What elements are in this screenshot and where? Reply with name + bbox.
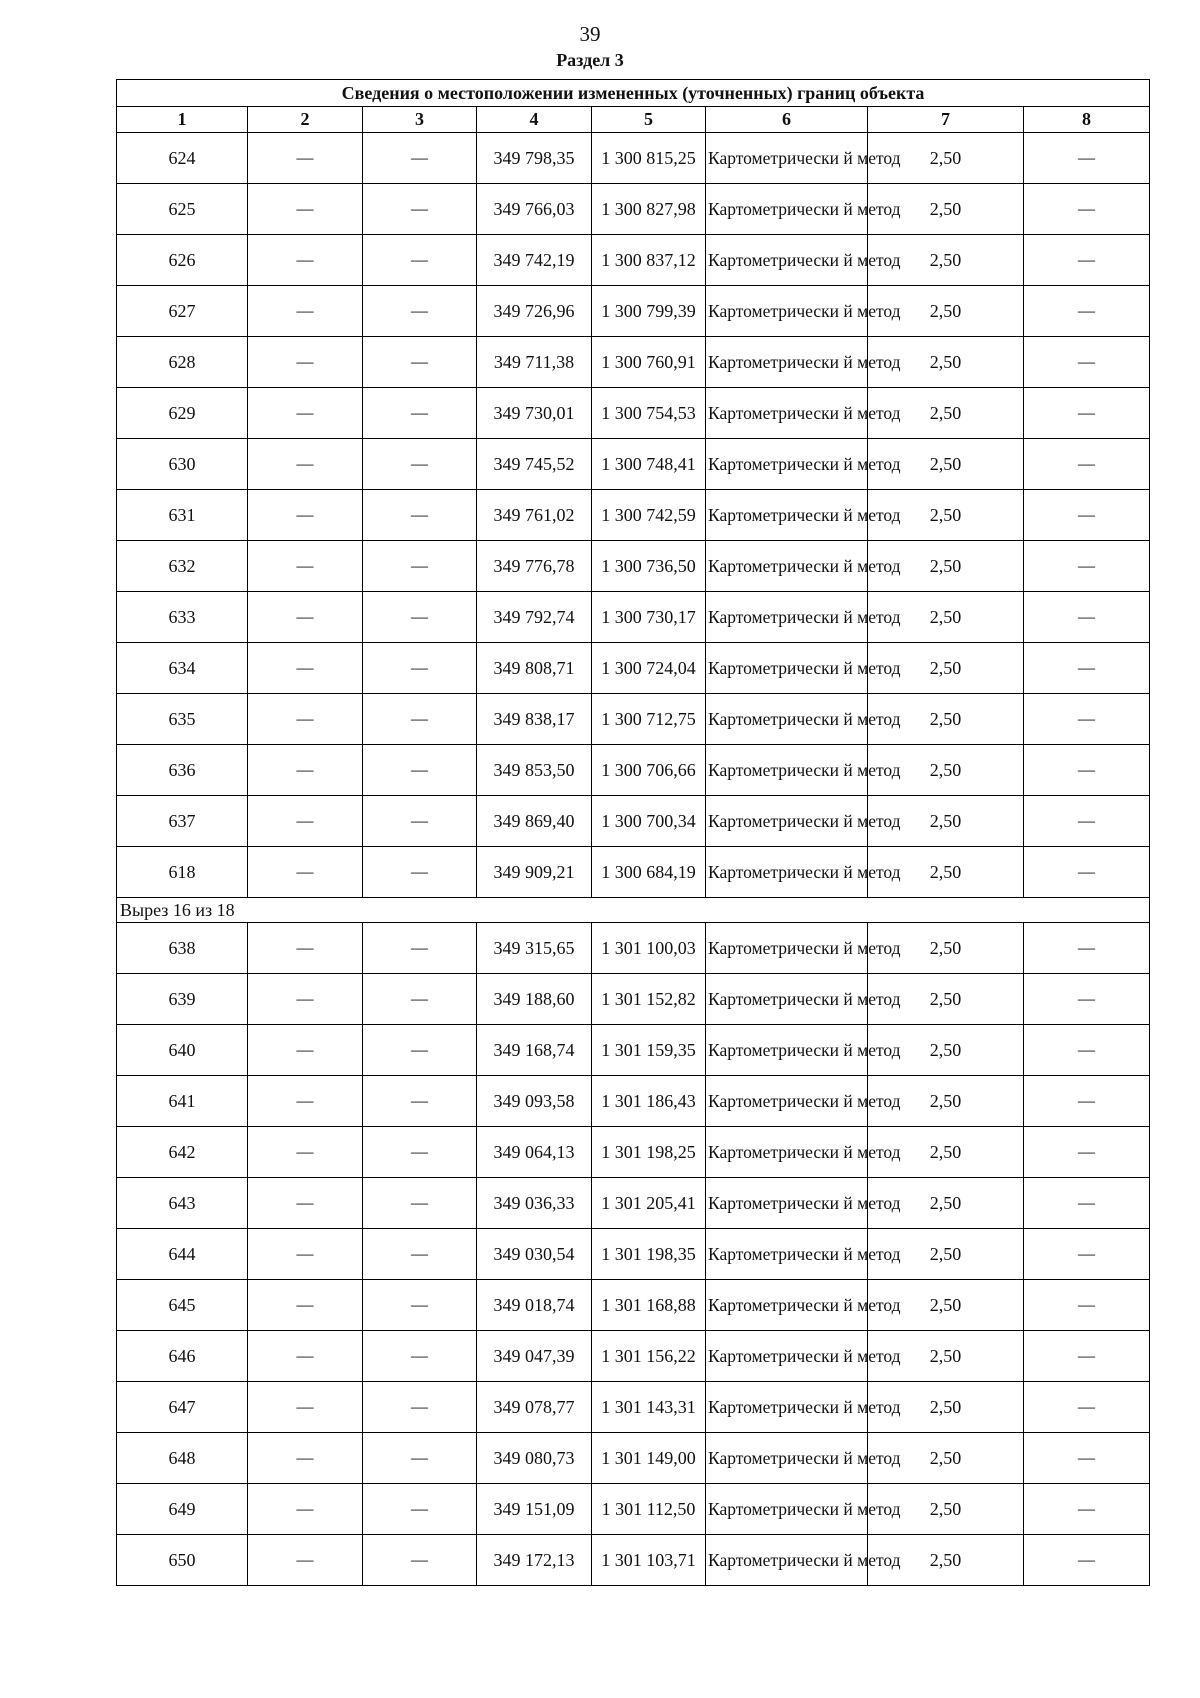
accuracy-cell: 2,50 xyxy=(868,541,1024,592)
col2-cell: — xyxy=(248,923,363,974)
col2-cell: — xyxy=(248,1280,363,1331)
y-coordinate-cell: 1 300 837,12 xyxy=(592,235,706,286)
col8-cell: — xyxy=(1024,592,1150,643)
x-coordinate-cell: 349 080,73 xyxy=(477,1433,592,1484)
method-cell: Картометрически й метод xyxy=(706,694,868,745)
col2-cell: — xyxy=(248,490,363,541)
method-cell: Картометрически й метод xyxy=(706,1025,868,1076)
x-coordinate-cell: 349 766,03 xyxy=(477,184,592,235)
accuracy-cell: 2,50 xyxy=(868,439,1024,490)
x-coordinate-cell: 349 018,74 xyxy=(477,1280,592,1331)
table-row xyxy=(117,1127,1150,1178)
accuracy-cell: 2,50 xyxy=(868,235,1024,286)
table-row xyxy=(117,1178,1150,1229)
y-coordinate-cell: 1 300 754,53 xyxy=(592,388,706,439)
x-coordinate-cell: 349 838,17 xyxy=(477,694,592,745)
point-number-cell: 632 xyxy=(117,541,248,592)
col8-cell: — xyxy=(1024,1280,1150,1331)
col3-cell: — xyxy=(363,1127,477,1178)
method-cell: Картометрически й метод xyxy=(706,1280,868,1331)
y-coordinate-cell: 1 300 724,04 xyxy=(592,643,706,694)
method-cell: Картометрически й метод xyxy=(706,592,868,643)
x-coordinate-cell: 349 808,71 xyxy=(477,643,592,694)
point-number-cell: 641 xyxy=(117,1076,248,1127)
point-number-cell: 618 xyxy=(117,847,248,898)
accuracy-cell: 2,50 xyxy=(868,1127,1024,1178)
col2-cell: — xyxy=(248,1178,363,1229)
x-coordinate-cell: 349 798,35 xyxy=(477,133,592,184)
point-number-cell: 645 xyxy=(117,1280,248,1331)
point-number-cell: 628 xyxy=(117,337,248,388)
accuracy-cell: 2,50 xyxy=(868,1331,1024,1382)
table-row xyxy=(117,694,1150,745)
method-cell: Картометрически й метод xyxy=(706,1382,868,1433)
col3-cell: — xyxy=(363,235,477,286)
point-number-cell: 646 xyxy=(117,1331,248,1382)
y-coordinate-cell: 1 301 152,82 xyxy=(592,974,706,1025)
col8-cell: — xyxy=(1024,541,1150,592)
col3-cell: — xyxy=(363,490,477,541)
col8-cell: — xyxy=(1024,1331,1150,1382)
col2-cell: — xyxy=(248,745,363,796)
col2-cell: — xyxy=(248,1484,363,1535)
col2-cell: — xyxy=(248,643,363,694)
point-number-cell: 626 xyxy=(117,235,248,286)
method-cell: Картометрически й метод xyxy=(706,388,868,439)
x-coordinate-cell: 349 730,01 xyxy=(477,388,592,439)
table-row xyxy=(117,1025,1150,1076)
method-cell: Картометрически й метод xyxy=(706,796,868,847)
table-row xyxy=(117,847,1150,898)
col8-cell: — xyxy=(1024,133,1150,184)
col2-cell: — xyxy=(248,439,363,490)
col2-cell: — xyxy=(248,592,363,643)
y-coordinate-cell: 1 300 815,25 xyxy=(592,133,706,184)
table-row xyxy=(117,439,1150,490)
col8-cell: — xyxy=(1024,1025,1150,1076)
accuracy-cell: 2,50 xyxy=(868,1229,1024,1280)
table-row xyxy=(117,974,1150,1025)
method-cell: Картометрически й метод xyxy=(706,133,868,184)
table-row xyxy=(117,286,1150,337)
table-row xyxy=(117,541,1150,592)
col3-cell: — xyxy=(363,1484,477,1535)
page-number: 39 xyxy=(579,22,601,46)
col8-cell: — xyxy=(1024,1229,1150,1280)
col3-cell: — xyxy=(363,286,477,337)
accuracy-cell: 2,50 xyxy=(868,1076,1024,1127)
y-coordinate-cell: 1 300 760,91 xyxy=(592,337,706,388)
y-coordinate-cell: 1 301 186,43 xyxy=(592,1076,706,1127)
col8-cell: — xyxy=(1024,847,1150,898)
point-number-cell: 638 xyxy=(117,923,248,974)
col2-cell: — xyxy=(248,847,363,898)
method-cell: Картометрически й метод xyxy=(706,439,868,490)
table-row xyxy=(117,1280,1150,1331)
x-coordinate-cell: 349 869,40 xyxy=(477,796,592,847)
x-coordinate-cell: 349 036,33 xyxy=(477,1178,592,1229)
col8-cell: — xyxy=(1024,286,1150,337)
col3-cell: — xyxy=(363,694,477,745)
col3-cell: — xyxy=(363,923,477,974)
table-row xyxy=(117,1382,1150,1433)
x-coordinate-cell: 349 726,96 xyxy=(477,286,592,337)
table-row xyxy=(117,796,1150,847)
cutout-subheading: Вырез 16 из 18 xyxy=(117,898,1150,923)
col3-cell: — xyxy=(363,388,477,439)
x-coordinate-cell: 349 776,78 xyxy=(477,541,592,592)
col2-cell: — xyxy=(248,1025,363,1076)
column-number-row xyxy=(117,107,1150,133)
point-number-cell: 647 xyxy=(117,1382,248,1433)
col8-cell: — xyxy=(1024,388,1150,439)
col8-cell: — xyxy=(1024,923,1150,974)
col8-cell: — xyxy=(1024,1178,1150,1229)
y-coordinate-cell: 1 300 799,39 xyxy=(592,286,706,337)
col3-cell: — xyxy=(363,1076,477,1127)
col3-cell: — xyxy=(363,796,477,847)
point-number-cell: 633 xyxy=(117,592,248,643)
accuracy-cell: 2,50 xyxy=(868,286,1024,337)
method-cell: Картометрически й метод xyxy=(706,923,868,974)
col3-cell: — xyxy=(363,184,477,235)
col2-cell: — xyxy=(248,1127,363,1178)
col8-cell: — xyxy=(1024,1535,1150,1586)
x-coordinate-cell: 349 030,54 xyxy=(477,1229,592,1280)
accuracy-cell: 2,50 xyxy=(868,184,1024,235)
x-coordinate-cell: 349 093,58 xyxy=(477,1076,592,1127)
col3-cell: — xyxy=(363,541,477,592)
y-coordinate-cell: 1 300 684,19 xyxy=(592,847,706,898)
col8-cell: — xyxy=(1024,1433,1150,1484)
col2-cell: — xyxy=(248,541,363,592)
y-coordinate-cell: 1 300 742,59 xyxy=(592,490,706,541)
table-row xyxy=(117,643,1150,694)
point-number-cell: 629 xyxy=(117,388,248,439)
col3-cell: — xyxy=(363,133,477,184)
method-cell: Картометрически й метод xyxy=(706,745,868,796)
accuracy-cell: 2,50 xyxy=(868,592,1024,643)
method-cell: Картометрически й метод xyxy=(706,286,868,337)
point-number-cell: 625 xyxy=(117,184,248,235)
accuracy-cell: 2,50 xyxy=(868,643,1024,694)
col2-cell: — xyxy=(248,1382,363,1433)
point-number-cell: 637 xyxy=(117,796,248,847)
point-number-cell: 630 xyxy=(117,439,248,490)
method-cell: Картометрически й метод xyxy=(706,974,868,1025)
column-number: 6 xyxy=(706,107,868,133)
column-number: 3 xyxy=(363,107,477,133)
col8-cell: — xyxy=(1024,184,1150,235)
x-coordinate-cell: 349 172,13 xyxy=(477,1535,592,1586)
point-number-cell: 627 xyxy=(117,286,248,337)
table-row xyxy=(117,1433,1150,1484)
x-coordinate-cell: 349 742,19 xyxy=(477,235,592,286)
y-coordinate-cell: 1 301 100,03 xyxy=(592,923,706,974)
table-row xyxy=(117,184,1150,235)
x-coordinate-cell: 349 315,65 xyxy=(477,923,592,974)
accuracy-cell: 2,50 xyxy=(868,974,1024,1025)
table-body-group-2 xyxy=(117,923,1150,1586)
col3-cell: — xyxy=(363,1535,477,1586)
column-number: 1 xyxy=(117,107,248,133)
method-cell: Картометрически й метод xyxy=(706,1178,868,1229)
col3-cell: — xyxy=(363,1331,477,1382)
point-number-cell: 640 xyxy=(117,1025,248,1076)
col3-cell: — xyxy=(363,745,477,796)
x-coordinate-cell: 349 151,09 xyxy=(477,1484,592,1535)
col3-cell: — xyxy=(363,847,477,898)
table-row xyxy=(117,592,1150,643)
y-coordinate-cell: 1 301 168,88 xyxy=(592,1280,706,1331)
accuracy-cell: 2,50 xyxy=(868,1433,1024,1484)
col8-cell: — xyxy=(1024,1076,1150,1127)
table-row xyxy=(117,388,1150,439)
y-coordinate-cell: 1 301 149,00 xyxy=(592,1433,706,1484)
col8-cell: — xyxy=(1024,796,1150,847)
y-coordinate-cell: 1 301 159,35 xyxy=(592,1025,706,1076)
method-cell: Картометрически й метод xyxy=(706,1229,868,1280)
point-number-cell: 650 xyxy=(117,1535,248,1586)
method-cell: Картометрически й метод xyxy=(706,1331,868,1382)
method-cell: Картометрически й метод xyxy=(706,643,868,694)
method-cell: Картометрически й метод xyxy=(706,184,868,235)
accuracy-cell: 2,50 xyxy=(868,1484,1024,1535)
method-cell: Картометрически й метод xyxy=(706,1127,868,1178)
y-coordinate-cell: 1 301 198,35 xyxy=(592,1229,706,1280)
col8-cell: — xyxy=(1024,439,1150,490)
accuracy-cell: 2,50 xyxy=(868,923,1024,974)
col3-cell: — xyxy=(363,337,477,388)
col3-cell: — xyxy=(363,592,477,643)
column-number: 5 xyxy=(592,107,706,133)
col8-cell: — xyxy=(1024,490,1150,541)
point-number-cell: 639 xyxy=(117,974,248,1025)
point-number-cell: 636 xyxy=(117,745,248,796)
col8-cell: — xyxy=(1024,643,1150,694)
col2-cell: — xyxy=(248,388,363,439)
col2-cell: — xyxy=(248,974,363,1025)
method-cell: Картометрически й метод xyxy=(706,235,868,286)
point-number-cell: 648 xyxy=(117,1433,248,1484)
col3-cell: — xyxy=(363,1229,477,1280)
col3-cell: — xyxy=(363,1025,477,1076)
accuracy-cell: 2,50 xyxy=(868,1025,1024,1076)
point-number-cell: 644 xyxy=(117,1229,248,1280)
point-number-cell: 634 xyxy=(117,643,248,694)
y-coordinate-cell: 1 300 730,17 xyxy=(592,592,706,643)
col8-cell: — xyxy=(1024,1484,1150,1535)
y-coordinate-cell: 1 300 736,50 xyxy=(592,541,706,592)
column-number: 8 xyxy=(1024,107,1150,133)
col8-cell: — xyxy=(1024,694,1150,745)
col2-cell: — xyxy=(248,694,363,745)
x-coordinate-cell: 349 711,38 xyxy=(477,337,592,388)
col2-cell: — xyxy=(248,1229,363,1280)
x-coordinate-cell: 349 909,21 xyxy=(477,847,592,898)
table-row xyxy=(117,745,1150,796)
y-coordinate-cell: 1 301 143,31 xyxy=(592,1382,706,1433)
y-coordinate-cell: 1 300 700,34 xyxy=(592,796,706,847)
y-coordinate-cell: 1 301 103,71 xyxy=(592,1535,706,1586)
x-coordinate-cell: 349 745,52 xyxy=(477,439,592,490)
col2-cell: — xyxy=(248,235,363,286)
x-coordinate-cell: 349 792,74 xyxy=(477,592,592,643)
method-cell: Картометрически й метод xyxy=(706,1535,868,1586)
column-number: 2 xyxy=(248,107,363,133)
x-coordinate-cell: 349 188,60 xyxy=(477,974,592,1025)
column-number: 4 xyxy=(477,107,592,133)
accuracy-cell: 2,50 xyxy=(868,490,1024,541)
table-row xyxy=(117,1484,1150,1535)
point-number-cell: 631 xyxy=(117,490,248,541)
table-row xyxy=(117,1331,1150,1382)
col2-cell: — xyxy=(248,1076,363,1127)
x-coordinate-cell: 349 853,50 xyxy=(477,745,592,796)
y-coordinate-cell: 1 301 112,50 xyxy=(592,1484,706,1535)
y-coordinate-cell: 1 301 156,22 xyxy=(592,1331,706,1382)
column-number: 7 xyxy=(868,107,1024,133)
accuracy-cell: 2,50 xyxy=(868,1382,1024,1433)
method-cell: Картометрически й метод xyxy=(706,1484,868,1535)
table-body-group-1 xyxy=(117,133,1150,898)
col8-cell: — xyxy=(1024,337,1150,388)
accuracy-cell: 2,50 xyxy=(868,337,1024,388)
point-number-cell: 649 xyxy=(117,1484,248,1535)
y-coordinate-cell: 1 300 827,98 xyxy=(592,184,706,235)
col2-cell: — xyxy=(248,796,363,847)
x-coordinate-cell: 349 078,77 xyxy=(477,1382,592,1433)
method-cell: Картометрически й метод xyxy=(706,541,868,592)
table-subheading-group xyxy=(117,898,1150,923)
col8-cell: — xyxy=(1024,1127,1150,1178)
col2-cell: — xyxy=(248,1535,363,1586)
col3-cell: — xyxy=(363,1433,477,1484)
col8-cell: — xyxy=(1024,745,1150,796)
col2-cell: — xyxy=(248,133,363,184)
col3-cell: — xyxy=(363,439,477,490)
y-coordinate-cell: 1 301 198,25 xyxy=(592,1127,706,1178)
col2-cell: — xyxy=(248,184,363,235)
table-caption: Сведения о местоположении измененных (уточненных) границ объекта xyxy=(117,80,1150,107)
accuracy-cell: 2,50 xyxy=(868,133,1024,184)
accuracy-cell: 2,50 xyxy=(868,1535,1024,1586)
y-coordinate-cell: 1 300 748,41 xyxy=(592,439,706,490)
accuracy-cell: 2,50 xyxy=(868,1178,1024,1229)
point-number-cell: 635 xyxy=(117,694,248,745)
col3-cell: — xyxy=(363,1382,477,1433)
point-number-cell: 642 xyxy=(117,1127,248,1178)
col2-cell: — xyxy=(248,337,363,388)
col3-cell: — xyxy=(363,643,477,694)
col3-cell: — xyxy=(363,974,477,1025)
table-row xyxy=(117,1229,1150,1280)
point-number-cell: 624 xyxy=(117,133,248,184)
table-row xyxy=(117,133,1150,184)
col8-cell: — xyxy=(1024,1382,1150,1433)
boundary-table xyxy=(116,79,1150,1586)
method-cell: Картометрически й метод xyxy=(706,490,868,541)
accuracy-cell: 2,50 xyxy=(868,1280,1024,1331)
col2-cell: — xyxy=(248,1433,363,1484)
method-cell: Картометрически й метод xyxy=(706,337,868,388)
accuracy-cell: 2,50 xyxy=(868,694,1024,745)
col8-cell: — xyxy=(1024,974,1150,1025)
x-coordinate-cell: 349 168,74 xyxy=(477,1025,592,1076)
section-title: Раздел 3 xyxy=(556,50,624,70)
table-row xyxy=(117,1076,1150,1127)
method-cell: Картометрически й метод xyxy=(706,847,868,898)
accuracy-cell: 2,50 xyxy=(868,388,1024,439)
col2-cell: — xyxy=(248,1331,363,1382)
col3-cell: — xyxy=(363,1178,477,1229)
col3-cell: — xyxy=(363,1280,477,1331)
x-coordinate-cell: 349 047,39 xyxy=(477,1331,592,1382)
y-coordinate-cell: 1 301 205,41 xyxy=(592,1178,706,1229)
x-coordinate-cell: 349 761,02 xyxy=(477,490,592,541)
col2-cell: — xyxy=(248,286,363,337)
x-coordinate-cell: 349 064,13 xyxy=(477,1127,592,1178)
accuracy-cell: 2,50 xyxy=(868,745,1024,796)
y-coordinate-cell: 1 300 706,66 xyxy=(592,745,706,796)
method-cell: Картометрически й метод xyxy=(706,1076,868,1127)
col8-cell: — xyxy=(1024,235,1150,286)
y-coordinate-cell: 1 300 712,75 xyxy=(592,694,706,745)
method-cell: Картометрически й метод xyxy=(706,1433,868,1484)
accuracy-cell: 2,50 xyxy=(868,847,1024,898)
table-row xyxy=(117,337,1150,388)
table-row xyxy=(117,1535,1150,1586)
table-row xyxy=(117,923,1150,974)
accuracy-cell: 2,50 xyxy=(868,796,1024,847)
table-row xyxy=(117,490,1150,541)
table-row xyxy=(117,235,1150,286)
point-number-cell: 643 xyxy=(117,1178,248,1229)
